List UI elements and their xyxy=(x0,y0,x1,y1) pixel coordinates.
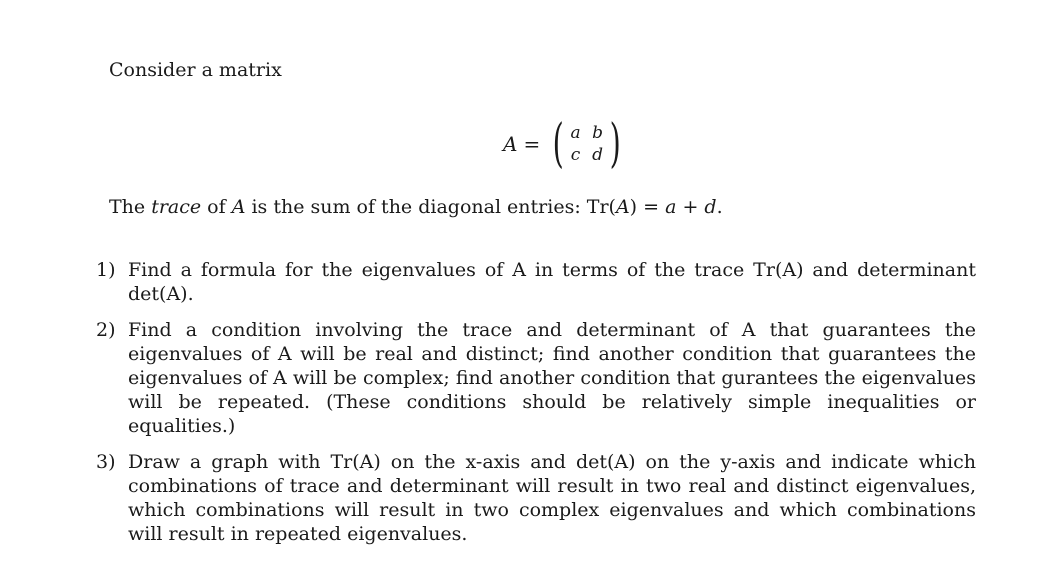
trace-text-1: The xyxy=(109,196,152,218)
trace-plus: + xyxy=(676,196,705,218)
intro-text: Consider a matrix xyxy=(109,59,282,81)
question-number: 3) xyxy=(96,451,116,473)
right-paren: ) xyxy=(609,114,621,174)
matrix-entry-a: a xyxy=(570,123,581,143)
trace-end: . xyxy=(716,196,723,218)
question-item-1 xyxy=(96,258,976,306)
trace-var-2: A xyxy=(615,196,630,218)
trace-word: trace xyxy=(151,196,202,218)
matrix-entry-c: c xyxy=(570,145,581,165)
matrix-equation xyxy=(503,116,625,172)
trace-var: A xyxy=(231,196,246,218)
equals-sign: = xyxy=(523,132,541,156)
question-item-3 xyxy=(96,450,976,546)
question-number: 2) xyxy=(96,319,116,341)
question-text: Find a condition involving the trace and determinant of A that guarantees the eigenvalues of A will be real and distinct; find another condition that guarantees the eigenvalues of A will be complex; find another condition that gurantees the eigenvalues will be repeated. (These conditions should be relatively simple inequalities or equalities.) xyxy=(128,319,976,437)
matrix-entries xyxy=(565,122,609,166)
question-text: Draw a graph with Tr(A) on the x-axis and det(A) on the y-axis and indicate which combinations of trace and determinant will result in two real and distinct eigenvalues, which combinations will result in two complex eigenvalues and which combinations will result in repeated eigenvalues. xyxy=(128,451,976,545)
matrix-name: A xyxy=(503,132,518,156)
trace-text-3: is the sum of the diagonal entries: Tr( xyxy=(245,196,616,218)
question-number: 1) xyxy=(96,259,116,281)
left-paren: ( xyxy=(552,114,564,174)
matrix-entry-b: b xyxy=(592,123,603,143)
trace-a: a xyxy=(665,196,677,218)
question-text: Find a formula for the eigenvalues of A in terms of the trace Tr(A) and determinant det(A). xyxy=(128,259,976,305)
question-list xyxy=(96,258,976,558)
question-item-2 xyxy=(96,318,976,438)
trace-text-2: of xyxy=(201,196,232,218)
trace-d: d xyxy=(704,196,717,218)
trace-text-4: ) = xyxy=(629,196,666,218)
trace-definition xyxy=(109,195,723,219)
matrix-entry-d: d xyxy=(592,145,603,165)
